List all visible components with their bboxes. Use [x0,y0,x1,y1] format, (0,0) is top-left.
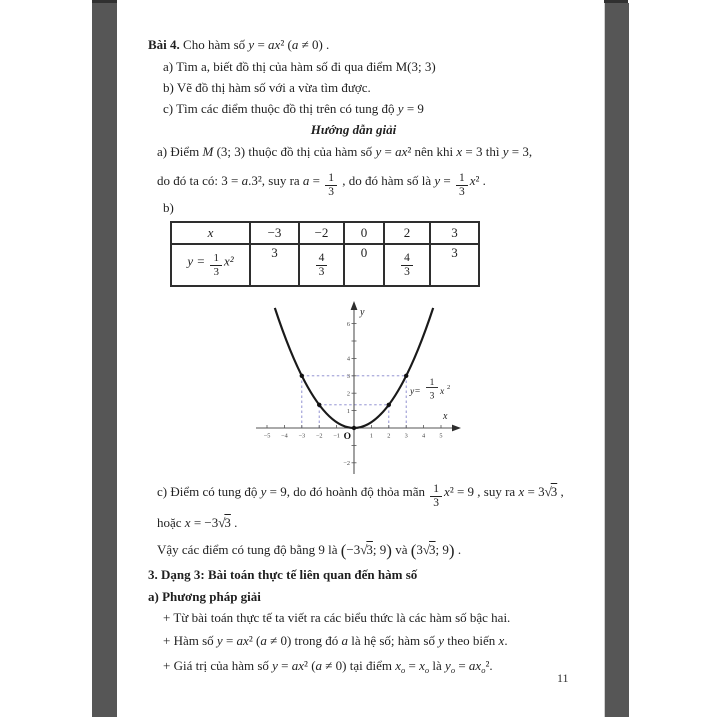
text-seg: c) Điểm có tung độ [157,484,261,499]
text-seg: ; 9 [435,541,449,557]
text-seg: ² ( [280,37,292,52]
text-seg: x [444,484,450,499]
y-axis-label: y [360,307,365,318]
text-seg: Hướng dẫn giải [310,122,397,137]
equation-pre: y= [410,387,421,397]
sqrt-expression: √3 [544,484,558,499]
text-seg: ² ( [304,657,316,673]
origin-label: O [343,432,351,442]
fraction [210,252,222,278]
text-seg: y [438,632,445,648]
text-seg: ax [468,657,482,673]
data-point [300,374,304,378]
text-seg: theo biến [444,632,499,648]
value-cell [384,244,430,286]
text-seg: ( [340,540,347,560]
text-seg: y [502,144,509,159]
text-seg: = [254,37,269,52]
text-seg: ax [236,632,249,648]
row-label-cell [171,244,250,286]
text-seg: o [481,664,486,675]
text-seg: Vậy các điểm có tung độ bằng 9 là [157,541,341,557]
text-seg: ) [386,540,392,560]
text-block-top [117,34,604,216]
text-seg: c) Tìm các điểm thuộc đồ thị trên có tung độ [163,101,398,116]
text-seg: a [315,657,323,673]
y-tick-label: 1 [346,407,350,415]
text-seg: ² ( [248,632,261,648]
sqrt-expression: √3 [218,514,231,530]
fraction [316,252,328,279]
table-header-row [171,222,479,244]
text-seg: = 9, do đó hoành độ thỏa mãn [266,484,429,499]
text-seg: ax [291,657,305,673]
text-seg: x [469,173,476,188]
text-seg: ². [485,657,493,673]
header-cell: 2 [384,222,430,244]
x-tick-label: −3 [298,432,306,440]
method-point-3 [117,653,604,683]
document-page [117,0,604,717]
left-gutter-bar [92,3,118,717]
text-seg: + Từ bài toán thực tế ta viết ra các biểu thức là các hàm số bậc hai. [163,609,511,625]
value-cell: 0 [344,244,384,286]
header-cell: 0 [344,222,384,244]
text-seg: b) Vẽ đồ thị hàm số với a vừa tìm được. [163,80,371,95]
text-seg: , do đó hàm số là [339,173,435,188]
text-seg: a [291,37,299,52]
text-seg: a) Phương pháp giải [148,588,261,604]
text-seg: do đó ta có: 3 = [157,173,242,188]
solution-title [117,119,604,140]
fraction-denominator: 3 [318,265,325,278]
text-seg: o [401,664,406,675]
header-cell-x: x [171,222,250,244]
x-tick-label: 3 [404,432,408,440]
value-table [170,221,480,287]
page-number: 11 [557,671,569,685]
fraction [401,252,413,279]
solution-c-line1 [117,476,604,510]
x-tick-label: −5 [263,432,271,440]
text-seg: + Giá trị của hàm số [163,657,273,673]
text-seg: = [405,657,420,673]
right-gutter-bar [604,3,629,717]
text-seg: ≠ 0) . [298,37,330,52]
text-seg: y [445,657,451,673]
text-seg: (3; 3) thuộc đồ thị của hàm số [213,144,376,159]
sqrt-expression: √3 [422,541,436,557]
sqrt-expression: √3 [360,541,373,557]
method-point-2 [117,629,604,653]
header-cell: 3 [430,222,479,244]
x-tick-label: 5 [439,432,443,440]
value-cell [299,244,344,286]
problem-item-b [117,77,604,98]
text-seg: , [557,484,564,499]
text-seg: y [375,144,382,159]
problem-item-a [117,56,604,77]
header-cell: −2 [299,222,344,244]
text-seg: 3. Dạng 3: Bài toán thực tế liên quan đến hàm số [148,566,418,582]
text-seg: và [391,541,411,557]
text-seg: ; 9 [372,541,387,557]
x-tick-label: 2 [387,432,391,440]
value-cell: 3 [430,244,479,286]
text-seg: ax [268,37,281,52]
text-block-bottom [117,476,604,683]
x-tick-label: 1 [369,432,373,440]
value-cell: 3 [250,244,299,286]
text-seg: ² nên khi [407,144,457,159]
text-seg: = 3 thì [462,144,503,159]
row-label-prefix: y = [187,253,206,269]
text-seg: y [434,173,441,188]
parabola-graph [250,298,466,476]
solution-a-line2 [117,163,604,199]
data-point [387,403,391,407]
header-cell: −3 [250,222,299,244]
text-seg: x [456,144,463,159]
fraction: $\frac{1}{3}$ [456,172,468,199]
y-tick-label: 4 [346,355,350,363]
text-seg: ² . [475,173,486,188]
text-seg: .3², suy ra [248,173,303,188]
equation-exponent: 2 [447,384,451,391]
text-seg: hoặc [157,514,185,530]
text-seg: = [440,173,454,188]
data-point [317,403,321,407]
text-seg: ( [410,540,417,560]
text-seg: ² = 9 , suy ra [449,484,519,499]
y-tick-label: 2 [346,390,350,398]
y-tick-label: 3 [346,373,350,380]
fraction-denominator: 3 [404,265,410,278]
fraction: $\frac{1}{3}$ [325,172,337,199]
text-seg: ) [448,540,455,560]
curve-equation-label [409,378,450,402]
fraction-denominator: 3 [213,265,219,278]
text-seg: + Hàm số [163,632,217,648]
text-seg: x [395,657,402,673]
text-seg: M [202,144,214,159]
text-seg: x [518,484,525,499]
text-seg: = [309,173,324,188]
text-seg: 3 [416,541,423,557]
fraction-numerator: 4 [401,252,413,266]
text-seg: . [454,541,462,557]
text-seg: x [419,657,425,673]
text-seg: x [184,514,191,530]
text-seg: = 3, [508,144,533,159]
y-tick-label: 6 [346,320,350,328]
text-seg: a [302,173,310,188]
text-seg: = [381,144,396,159]
fraction: $\frac{1}{3}$ [430,483,442,510]
solution-c-conclusion [117,536,604,564]
x-tick-label: −2 [315,432,323,440]
equation-numerator: 1 [429,378,435,388]
text-seg: −3 [346,541,361,557]
text-seg: là hệ số; hàm số [347,632,439,648]
text-seg: y [248,37,255,52]
text-seg: b) [163,200,174,215]
text-seg: = −3 [190,514,219,530]
text-seg: ax [395,144,408,159]
text-seg: a) Tìm a, biết đồ thị của hàm số đi qua điểm M(3; 3) [163,59,436,74]
solution-a-line1 [117,140,604,163]
section-3-heading [117,564,604,586]
problem-heading [117,34,604,56]
data-point [352,426,356,430]
solution-c-line2 [117,510,604,536]
text-seg: ≠ 0) trong đó [266,632,342,648]
x-tick-label: 4 [422,432,426,440]
text-seg: o [424,664,430,675]
solution-b-label [117,199,604,216]
problem-item-c [117,98,604,119]
x-axis-arrow-icon [452,425,461,432]
fraction-numerator: 1 [210,252,222,265]
text-seg: y [272,657,278,673]
y-tick-label: −2 [343,460,350,467]
text-seg: Cho hàm số [179,37,249,52]
text-seg: là [429,657,446,673]
row-label-suffix: x² [223,253,234,269]
text-seg: = [222,632,237,648]
y-axis-arrow-icon [351,301,358,310]
text-seg: o [450,664,456,675]
text-seg: x [498,632,505,648]
fraction-numerator: 4 [316,252,328,266]
text-seg: = [455,657,469,673]
x-tick-label: −4 [281,432,288,440]
text-seg: . [504,632,508,648]
equation-denominator: 3 [429,391,435,402]
text-seg: a [260,632,267,648]
table-value-row [171,244,479,286]
equation-variable: x [440,387,445,397]
x-axis-label: x [443,411,448,422]
text-seg: Bài 4. [148,37,180,52]
text-seg: y [216,632,223,648]
text-seg: y [260,484,267,499]
text-seg: a [241,173,249,188]
text-seg: . [230,514,238,530]
method-heading [117,586,604,607]
text-seg: ≠ 0) tại điểm [322,657,396,673]
text-seg: = 9 [403,101,424,116]
data-point [404,374,408,378]
text-seg: a [341,632,348,648]
text-seg: a) Điểm [157,144,203,159]
method-point-1 [117,607,604,629]
x-tick-label: −1 [333,432,340,440]
text-seg: = [277,657,292,673]
text-seg: = 3 [524,484,545,499]
text-seg: y [397,101,404,116]
